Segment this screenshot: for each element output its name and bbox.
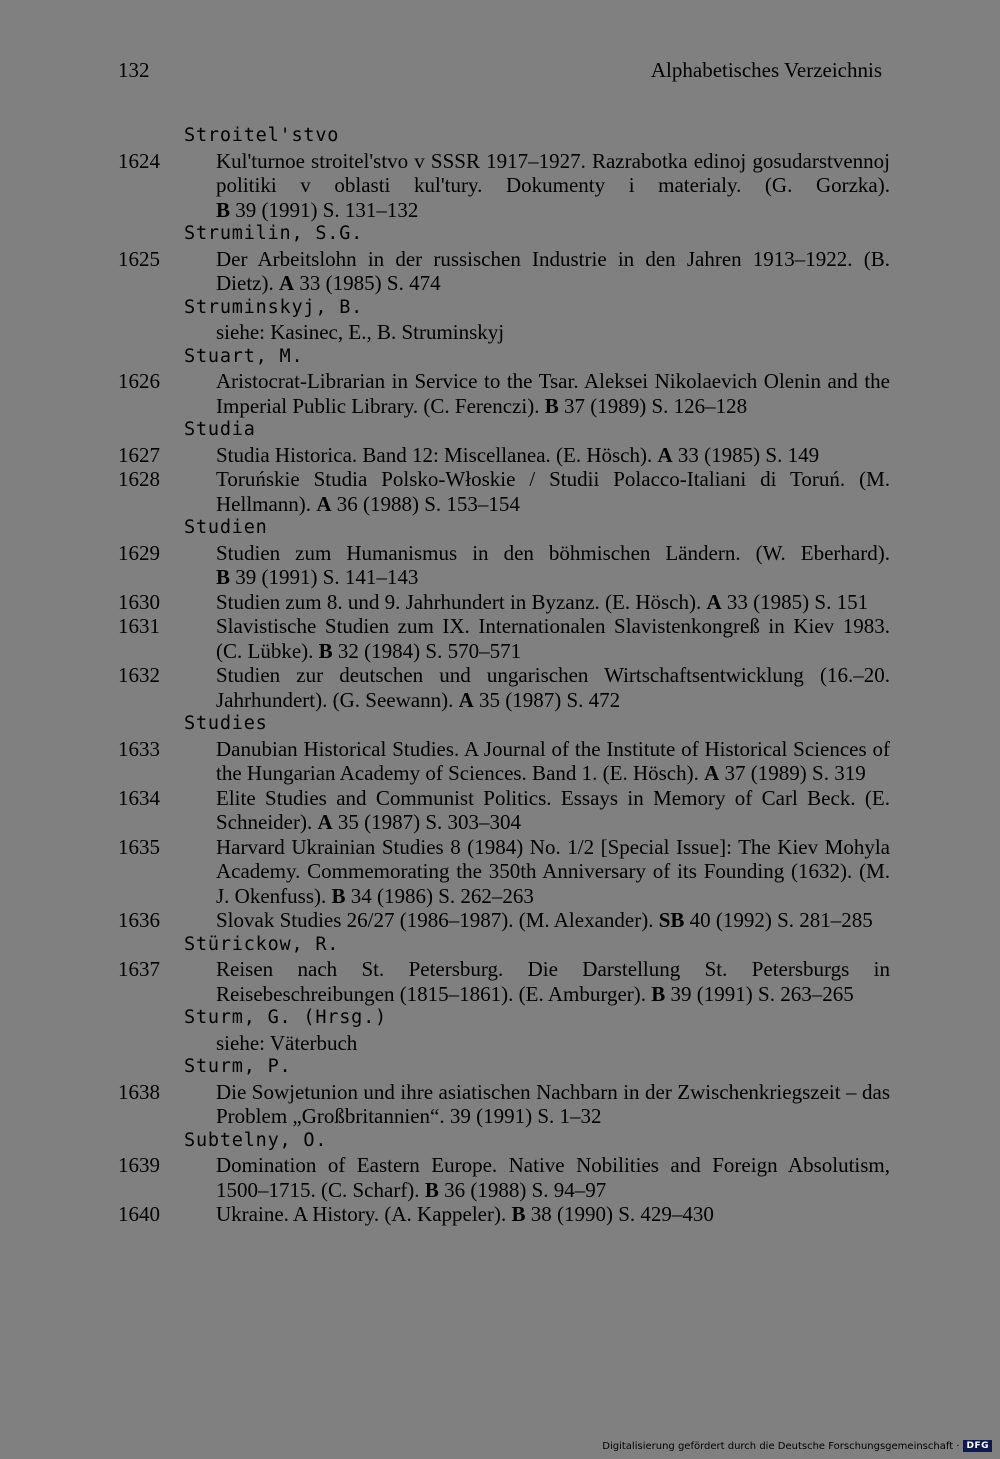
index-entry <box>118 663 890 712</box>
entry-text: Aristocrat-Librarian in Service to the Tsar. Aleksei Nikolaevich Olenin and the Imperial Public Library. (C. Ferenczi). <box>216 369 890 418</box>
index-entry <box>118 443 890 468</box>
entry-number: 1627 <box>118 442 160 467</box>
page-number: 132 <box>118 58 150 82</box>
index-entry <box>118 1031 890 1056</box>
journal-series-label: B <box>651 981 666 1006</box>
journal-series-label: A <box>278 271 295 295</box>
index-entry <box>118 1153 890 1202</box>
journal-series-label: B <box>216 197 231 222</box>
entry-text: Domination of Eastern Europe. Native Nobilities and Foreign Absolutism, 1500–1715. (C. Scharf). <box>216 1153 890 1202</box>
entry-text: Kul'turnoe stroitel'stvo v SSSR 1917–1927. Razrabotka edinoj gosudarstvennoj politiki v oblasti kul'tury. Dokumenty i materialy. (G. Gorzka). <box>216 148 890 197</box>
entry-number: 1640 <box>118 1202 160 1226</box>
journal-series-label: SB <box>658 908 685 932</box>
index-entry <box>118 149 890 223</box>
entry-text: Studia Historica. Band 12: Miscellanea. (E. Hösch). <box>216 442 653 467</box>
journal-series-label: B <box>331 883 346 908</box>
review-reference: 39 (1991) S. 131–132 <box>235 197 419 222</box>
entry-text: Slavistische Studien zum IX. Internationalen Slavistenkongreß in Kiev 1983. (C. Lübke). <box>216 614 890 663</box>
review-reference: 32 (1984) S. 570–571 <box>337 638 522 663</box>
review-reference: 36 (1988) S. 153–154 <box>336 491 520 516</box>
entry-text: Studien zum 8. und 9. Jahrhundert in Byzanz. (E. Hösch). <box>216 589 702 614</box>
review-reference: 35 (1987) S. 472 <box>479 687 621 712</box>
review-reference: 37 (1989) S. 126–128 <box>563 393 748 418</box>
entry-text: Toruńskie Studia Polsko-Włoskie / Studii Polacco-Italiani di Toruń. (M. Hellmann). <box>216 467 890 516</box>
entry-text: Elite Studies and Communist Politics. Essays in Memory of Carl Beck. (E. Schneider). <box>216 785 890 834</box>
entry-number: 1634 <box>118 785 160 810</box>
footer-text: Digitalisierung gefördert durch die Deutsche Forschungsgemeinschaft · <box>602 1440 960 1452</box>
digitization-footer <box>602 1439 992 1453</box>
entry-number: 1635 <box>118 834 160 859</box>
author-heading: Studies <box>184 713 268 734</box>
review-reference: 39 (1991) S. 263–265 <box>670 981 854 1006</box>
author-heading: Studien <box>184 517 268 538</box>
author-heading: Subtelny, O. <box>184 1129 328 1151</box>
journal-series-label: A <box>458 687 474 712</box>
journal-series-label: B <box>544 393 559 418</box>
journal-series-label: A <box>316 491 332 516</box>
review-reference: 38 (1990) S. 429–430 <box>530 1202 714 1226</box>
journal-series-label: A <box>704 761 720 785</box>
journal-series-label: A <box>657 442 673 467</box>
entry-text: Harvard Ukrainian Studies 8 (1984) No. 1/2 [Special Issue]: The Kiev Mohyla Academy. Commemorating the 350th Anniversary of its Founding (1632). (M. J. Okenfuss). <box>216 834 890 908</box>
entry-text: Reisen nach St. Petersburg. Die Darstellung St. Petersburgs in Reisebeschreibungen (1815–1861). (E. Amburger). <box>216 957 890 1006</box>
index-entry <box>118 908 890 933</box>
author-heading: Sturm, P. <box>184 1056 292 1077</box>
index-entry <box>118 614 890 663</box>
index-entry <box>118 1202 890 1227</box>
review-reference: 33 (1985) S. 151 <box>726 589 869 614</box>
journal-series-label: A <box>706 589 722 614</box>
index-entry <box>118 320 890 345</box>
entry-number: 1639 <box>118 1153 160 1177</box>
entry-number: 1624 <box>118 148 160 173</box>
journal-series-label: A <box>317 810 333 834</box>
entry-text: Ukraine. A History. (A. Kappeler). <box>216 1202 507 1226</box>
index-entry <box>118 541 890 590</box>
author-heading: Stroitel'stvo <box>184 125 340 146</box>
author-heading: Stürickow, R. <box>184 933 340 955</box>
entry-text: Slovak Studies 26/27 (1986–1987). (M. Alexander). <box>216 908 654 932</box>
review-reference: 36 (1988) S. 94–97 <box>444 1177 607 1202</box>
entry-number: 1630 <box>118 589 160 614</box>
review-reference: 34 (1986) S. 262–263 <box>350 883 534 908</box>
author-heading: Stuart, M. <box>184 345 304 367</box>
page-header <box>118 58 882 88</box>
index-entry <box>118 835 890 909</box>
review-reference: 40 (1992) S. 281–285 <box>689 908 873 932</box>
review-reference: 39 (1991) S. 141–143 <box>235 565 419 589</box>
entry-number: 1638 <box>118 1079 160 1104</box>
index-entry <box>118 467 890 516</box>
entry-number: 1631 <box>118 614 160 638</box>
entry-number: 1637 <box>118 957 160 981</box>
entry-number: 1636 <box>118 908 160 932</box>
review-reference: 35 (1987) S. 303–304 <box>337 810 522 834</box>
review-reference: 37 (1989) S. 319 <box>724 761 866 785</box>
entry-text: Studien zur deutschen und ungarischen Wirtschaftsentwicklung (16.–20. Jahrhundert). (G. Seewann). <box>216 663 890 712</box>
entry-text: Danubian Historical Studies. A Journal of the Institute of Historical Sciences of the Hungarian Academy of Sciences. Band 1. (E. Hösch). <box>216 736 890 785</box>
author-heading: Studia <box>184 419 256 440</box>
journal-series-label: B <box>424 1177 439 1202</box>
dfg-logo: DFG <box>963 1440 992 1452</box>
entry-text: Die Sowjetunion und ihre asiatischen Nachbarn in der Zwischenkriegszeit – das Problem „Großbritannien“. 39 (1991) S. 1–32 <box>216 1079 890 1128</box>
entry-text: Der Arbeitslohn in der russischen Industrie in den Jahren 1913–1922. (B. Dietz). <box>216 246 890 295</box>
entry-number: 1625 <box>118 246 160 271</box>
review-reference: 33 (1985) S. 149 <box>677 442 820 467</box>
index-entry <box>118 247 890 296</box>
index-entry <box>118 1080 890 1129</box>
entry-text: siehe: Väterbuch <box>216 1030 358 1055</box>
index-list <box>118 124 890 1227</box>
review-reference: 33 (1985) S. 474 <box>299 271 441 295</box>
running-title: Alphabetisches Verzeichnis <box>650 58 882 82</box>
author-heading: Struminskyj, B. <box>184 296 364 318</box>
entry-number: 1628 <box>118 467 160 491</box>
entry-number: 1629 <box>118 540 160 565</box>
index-entry <box>118 957 890 1006</box>
journal-series-label: B <box>511 1202 526 1226</box>
author-heading: Strumilin, S.G. <box>184 223 364 244</box>
index-entry <box>118 590 890 615</box>
author-heading: Sturm, G. (Hrsg.) <box>184 1007 387 1028</box>
index-entry <box>118 369 890 418</box>
index-entry <box>118 737 890 786</box>
journal-series-label: B <box>318 638 333 663</box>
index-entry <box>118 786 890 835</box>
entry-text: siehe: Kasinec, E., B. Struminskyj <box>216 320 505 344</box>
entry-number: 1632 <box>118 663 160 687</box>
entry-number: 1633 <box>118 736 160 761</box>
entry-text: Studien zum Humanismus in den böhmischen Ländern. (W. Eberhard). <box>216 540 890 565</box>
entry-number: 1626 <box>118 369 160 393</box>
journal-series-label: B <box>216 565 231 589</box>
